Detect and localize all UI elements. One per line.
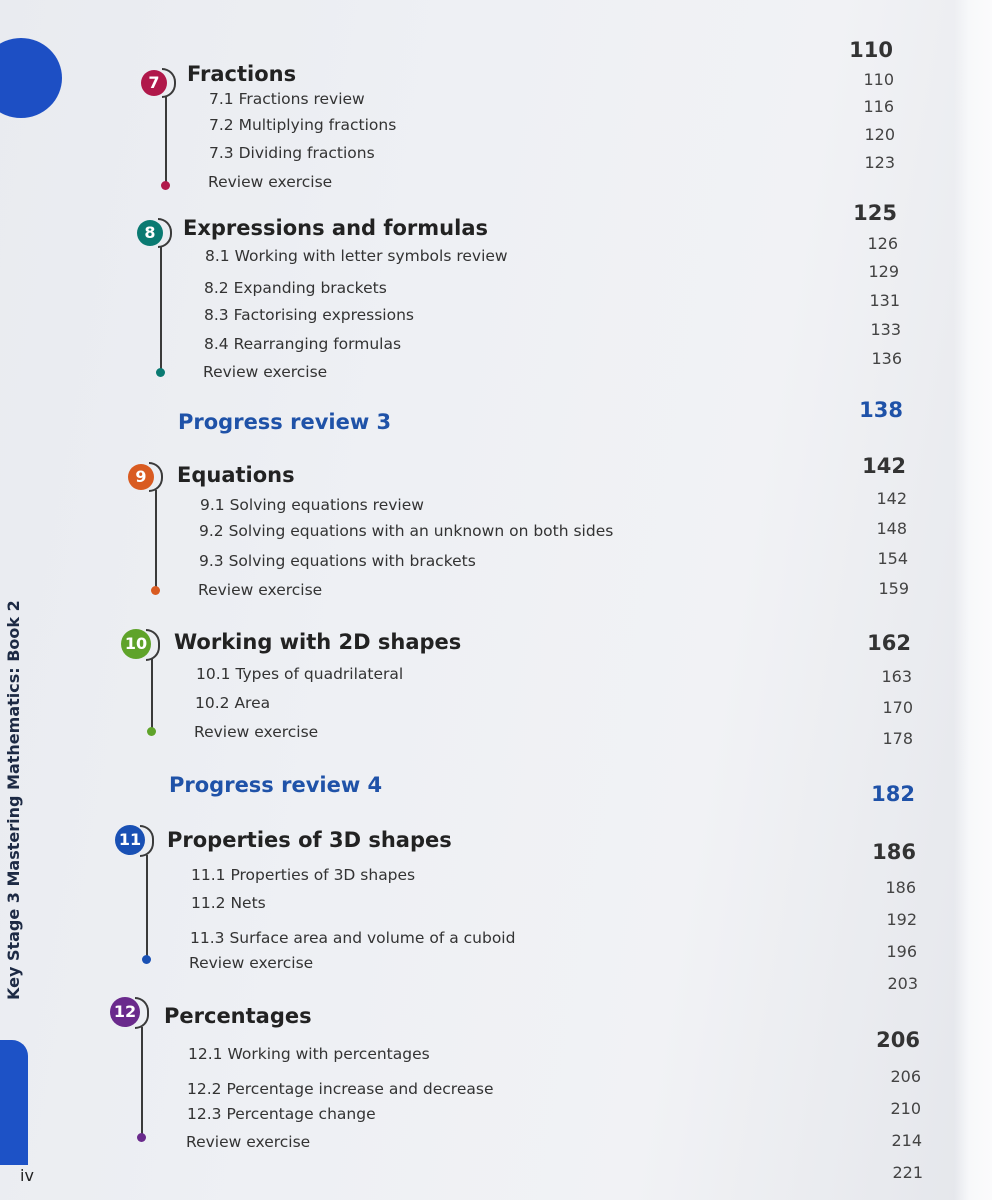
chapter-title[interactable]: Percentages [164, 1004, 312, 1028]
section-page: 126 [867, 234, 898, 253]
page-edge-shadow [954, 0, 992, 1200]
chapter-number-badge: 7 [141, 70, 167, 96]
progress-review-page: 182 [871, 782, 915, 806]
section-item[interactable]: Review exercise [208, 173, 333, 191]
section-page: 170 [882, 698, 913, 717]
chapter-number-badge: 8 [137, 220, 163, 246]
section-item[interactable]: 11.3 Surface area and volume of a cuboid [190, 929, 516, 947]
chapter-page: 125 [853, 201, 897, 225]
chapter-page: 162 [867, 631, 911, 655]
section-item[interactable]: 11.1 Properties of 3D shapes [191, 866, 416, 884]
badge-bracket [140, 825, 154, 857]
section-page: 214 [891, 1131, 922, 1150]
badge-bracket [135, 997, 149, 1029]
section-item[interactable]: 12.2 Percentage increase and decrease [187, 1080, 494, 1098]
badge-bracket [149, 462, 163, 492]
section-page: 120 [864, 125, 895, 144]
chapter-number-badge: 9 [128, 464, 154, 490]
section-page: 142 [876, 489, 907, 508]
chapter-number-badge: 11 [115, 825, 145, 855]
chapter-page: 206 [876, 1028, 920, 1052]
section-page: 131 [869, 291, 900, 310]
section-page: 148 [876, 519, 907, 538]
section-item[interactable]: 11.2 Nets [191, 894, 266, 912]
book-spine-title: Key Stage 3 Mastering Mathematics: Book 2 [4, 600, 23, 1000]
section-item[interactable]: 7.1 Fractions review [209, 90, 365, 108]
section-page: 133 [870, 320, 901, 339]
decorative-blue-circle [0, 38, 62, 118]
section-item[interactable]: Review exercise [198, 581, 323, 599]
section-item[interactable]: 9.2 Solving equations with an unknown on both sides [199, 522, 614, 540]
timeline-end-dot [147, 727, 156, 736]
timeline-end-dot [137, 1133, 146, 1142]
section-page: 159 [878, 579, 909, 598]
section-page: 221 [892, 1163, 923, 1182]
timeline-end-dot [142, 955, 151, 964]
section-page: 203 [887, 974, 918, 993]
progress-review-page: 138 [859, 398, 903, 422]
badge-bracket [162, 68, 176, 98]
section-page: 192 [886, 910, 917, 929]
section-item[interactable]: 8.4 Rearranging formulas [204, 335, 402, 353]
section-page: 116 [863, 97, 894, 116]
chapter-timeline [151, 659, 153, 731]
section-page: 196 [886, 942, 917, 961]
chapter-timeline [146, 855, 148, 959]
progress-review-3[interactable]: Progress review 3 [178, 410, 392, 434]
chapter-page: 186 [872, 840, 916, 864]
chapter-number-badge: 10 [121, 629, 151, 659]
section-item[interactable]: Review exercise [194, 723, 319, 741]
section-item[interactable]: 8.1 Working with letter symbols review [205, 247, 508, 265]
section-page: 154 [877, 549, 908, 568]
chapter-title[interactable]: Working with 2D shapes [174, 630, 462, 654]
section-page: 178 [882, 729, 913, 748]
chapter-title[interactable]: Expressions and formulas [183, 216, 488, 240]
section-item[interactable]: Review exercise [203, 363, 328, 381]
section-page: 210 [890, 1099, 921, 1118]
section-item[interactable]: Review exercise [186, 1133, 311, 1151]
section-item[interactable]: 12.3 Percentage change [187, 1105, 376, 1123]
chapter-timeline [165, 96, 167, 184]
timeline-end-dot [161, 181, 170, 190]
timeline-end-dot [156, 368, 165, 377]
section-page: 186 [885, 878, 916, 897]
page-number: iv [20, 1166, 34, 1185]
section-item[interactable]: 8.3 Factorising expressions [204, 306, 414, 324]
chapter-page: 142 [862, 454, 906, 478]
progress-review-4[interactable]: Progress review 4 [169, 773, 383, 797]
chapter-timeline [155, 490, 157, 590]
badge-bracket [146, 629, 160, 661]
section-item[interactable]: 12.1 Working with percentages [188, 1045, 430, 1063]
chapter-number-badge: 12 [110, 997, 140, 1027]
badge-bracket [158, 218, 172, 248]
section-item[interactable]: 10.1 Types of quadrilateral [196, 665, 404, 683]
section-item[interactable]: 8.2 Expanding brackets [204, 279, 387, 297]
section-page: 206 [890, 1067, 921, 1086]
chapter-title[interactable]: Properties of 3D shapes [167, 828, 452, 852]
chapter-page: 110 [849, 38, 893, 62]
section-item[interactable]: 7.2 Multiplying fractions [209, 116, 397, 134]
section-item[interactable]: 9.1 Solving equations review [200, 496, 424, 514]
section-page: 129 [868, 262, 899, 281]
chapter-timeline [141, 1027, 143, 1137]
section-page: 136 [871, 349, 902, 368]
section-page: 123 [864, 153, 895, 172]
chapter-title[interactable]: Equations [177, 463, 295, 487]
timeline-end-dot [151, 586, 160, 595]
section-item[interactable]: 7.3 Dividing fractions [209, 144, 375, 162]
decorative-blue-tab [0, 1040, 28, 1165]
chapter-timeline [160, 246, 162, 372]
section-item[interactable]: 10.2 Area [195, 694, 271, 712]
section-page: 163 [881, 667, 912, 686]
section-item[interactable]: 9.3 Solving equations with brackets [199, 552, 476, 570]
section-item[interactable]: Review exercise [189, 954, 314, 972]
section-page: 110 [863, 70, 894, 89]
chapter-title[interactable]: Fractions [187, 62, 297, 86]
